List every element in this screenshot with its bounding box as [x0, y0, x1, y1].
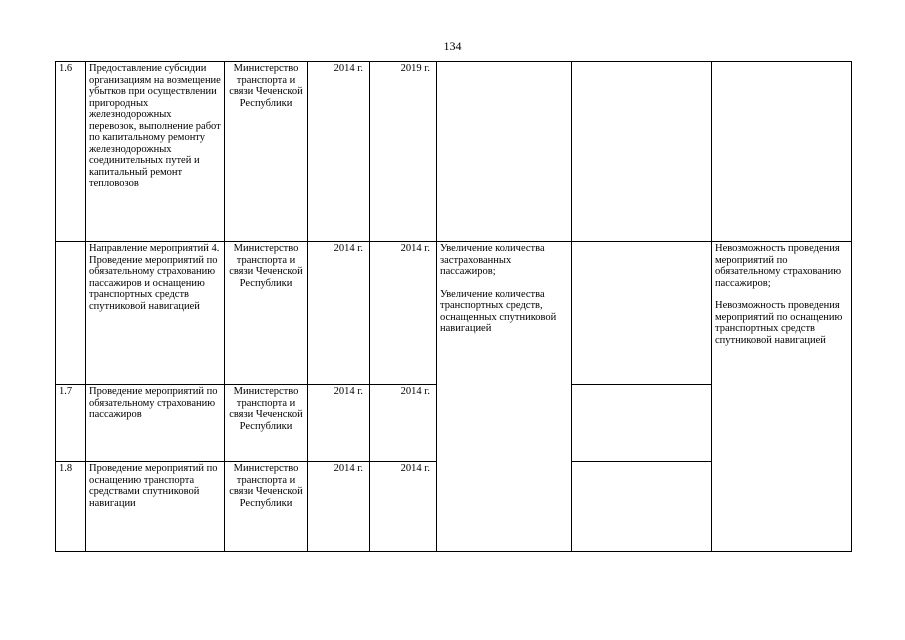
indicator-link	[572, 242, 712, 385]
end-year: 2019 г.	[370, 62, 437, 242]
risks	[712, 242, 852, 552]
risk-text: Невозможность проведения мероприятий по оснащению транспортных средств спутниковой навигацией	[715, 300, 843, 346]
responsible-executor: Министерство транспорта и связи Чеченской Республики	[225, 385, 308, 462]
expected-result	[437, 242, 572, 552]
activity-name: Предоставление субсидии организациям на возмещение убытков при осуществлении пригородных железнодорожных перевозок, выполнение работ по капитальному ремонту железнодорожных соединительных путей и капитальный ремонт тепловозов	[86, 62, 225, 242]
indicator-link	[572, 62, 712, 242]
risk-text: Невозможность проведения мероприятий по обязательному страхованию пассажиров;	[715, 243, 842, 289]
program-activities-table	[55, 61, 852, 552]
row-number: 1.6	[56, 62, 86, 242]
row-number: 1.8	[56, 462, 86, 552]
end-year: 2014 г.	[370, 385, 437, 462]
responsible-executor: Министерство транспорта и связи Чеченской Республики	[225, 242, 308, 385]
table-row	[56, 62, 852, 242]
activity-name: Проведение мероприятий по обязательному страхованию пассажиров	[86, 385, 225, 462]
start-year: 2014 г.	[308, 385, 370, 462]
indicator-link	[572, 385, 712, 462]
risks	[712, 62, 852, 242]
start-year: 2014 г.	[308, 242, 370, 385]
activity-name: Проведение мероприятий по оснащению транспорта средствами спутниковой навигации	[86, 462, 225, 552]
indicator-link	[572, 462, 712, 552]
start-year: 2014 г.	[308, 462, 370, 552]
end-year: 2014 г.	[370, 462, 437, 552]
expected-result	[437, 62, 572, 242]
responsible-executor: Министерство транспорта и связи Чеченской Республики	[225, 62, 308, 242]
result-text: Увеличение количества транспортных средств, оснащенных спутниковой навигацией	[440, 288, 557, 334]
row-number: 1.7	[56, 385, 86, 462]
start-year: 2014 г.	[308, 62, 370, 242]
end-year: 2014 г.	[370, 242, 437, 385]
table-row	[56, 242, 852, 385]
responsible-executor: Министерство транспорта и связи Чеченской Республики	[225, 462, 308, 552]
result-text: Увеличение количества застрахованных пассажиров;	[440, 243, 545, 277]
row-number	[56, 242, 86, 385]
activity-name: Направление мероприятий 4. Проведение мероприятий по обязательному страхованию пассажиров и оснащению транспортных средств спутниковой навигацией	[86, 242, 225, 385]
page-number: 134	[443, 39, 462, 53]
